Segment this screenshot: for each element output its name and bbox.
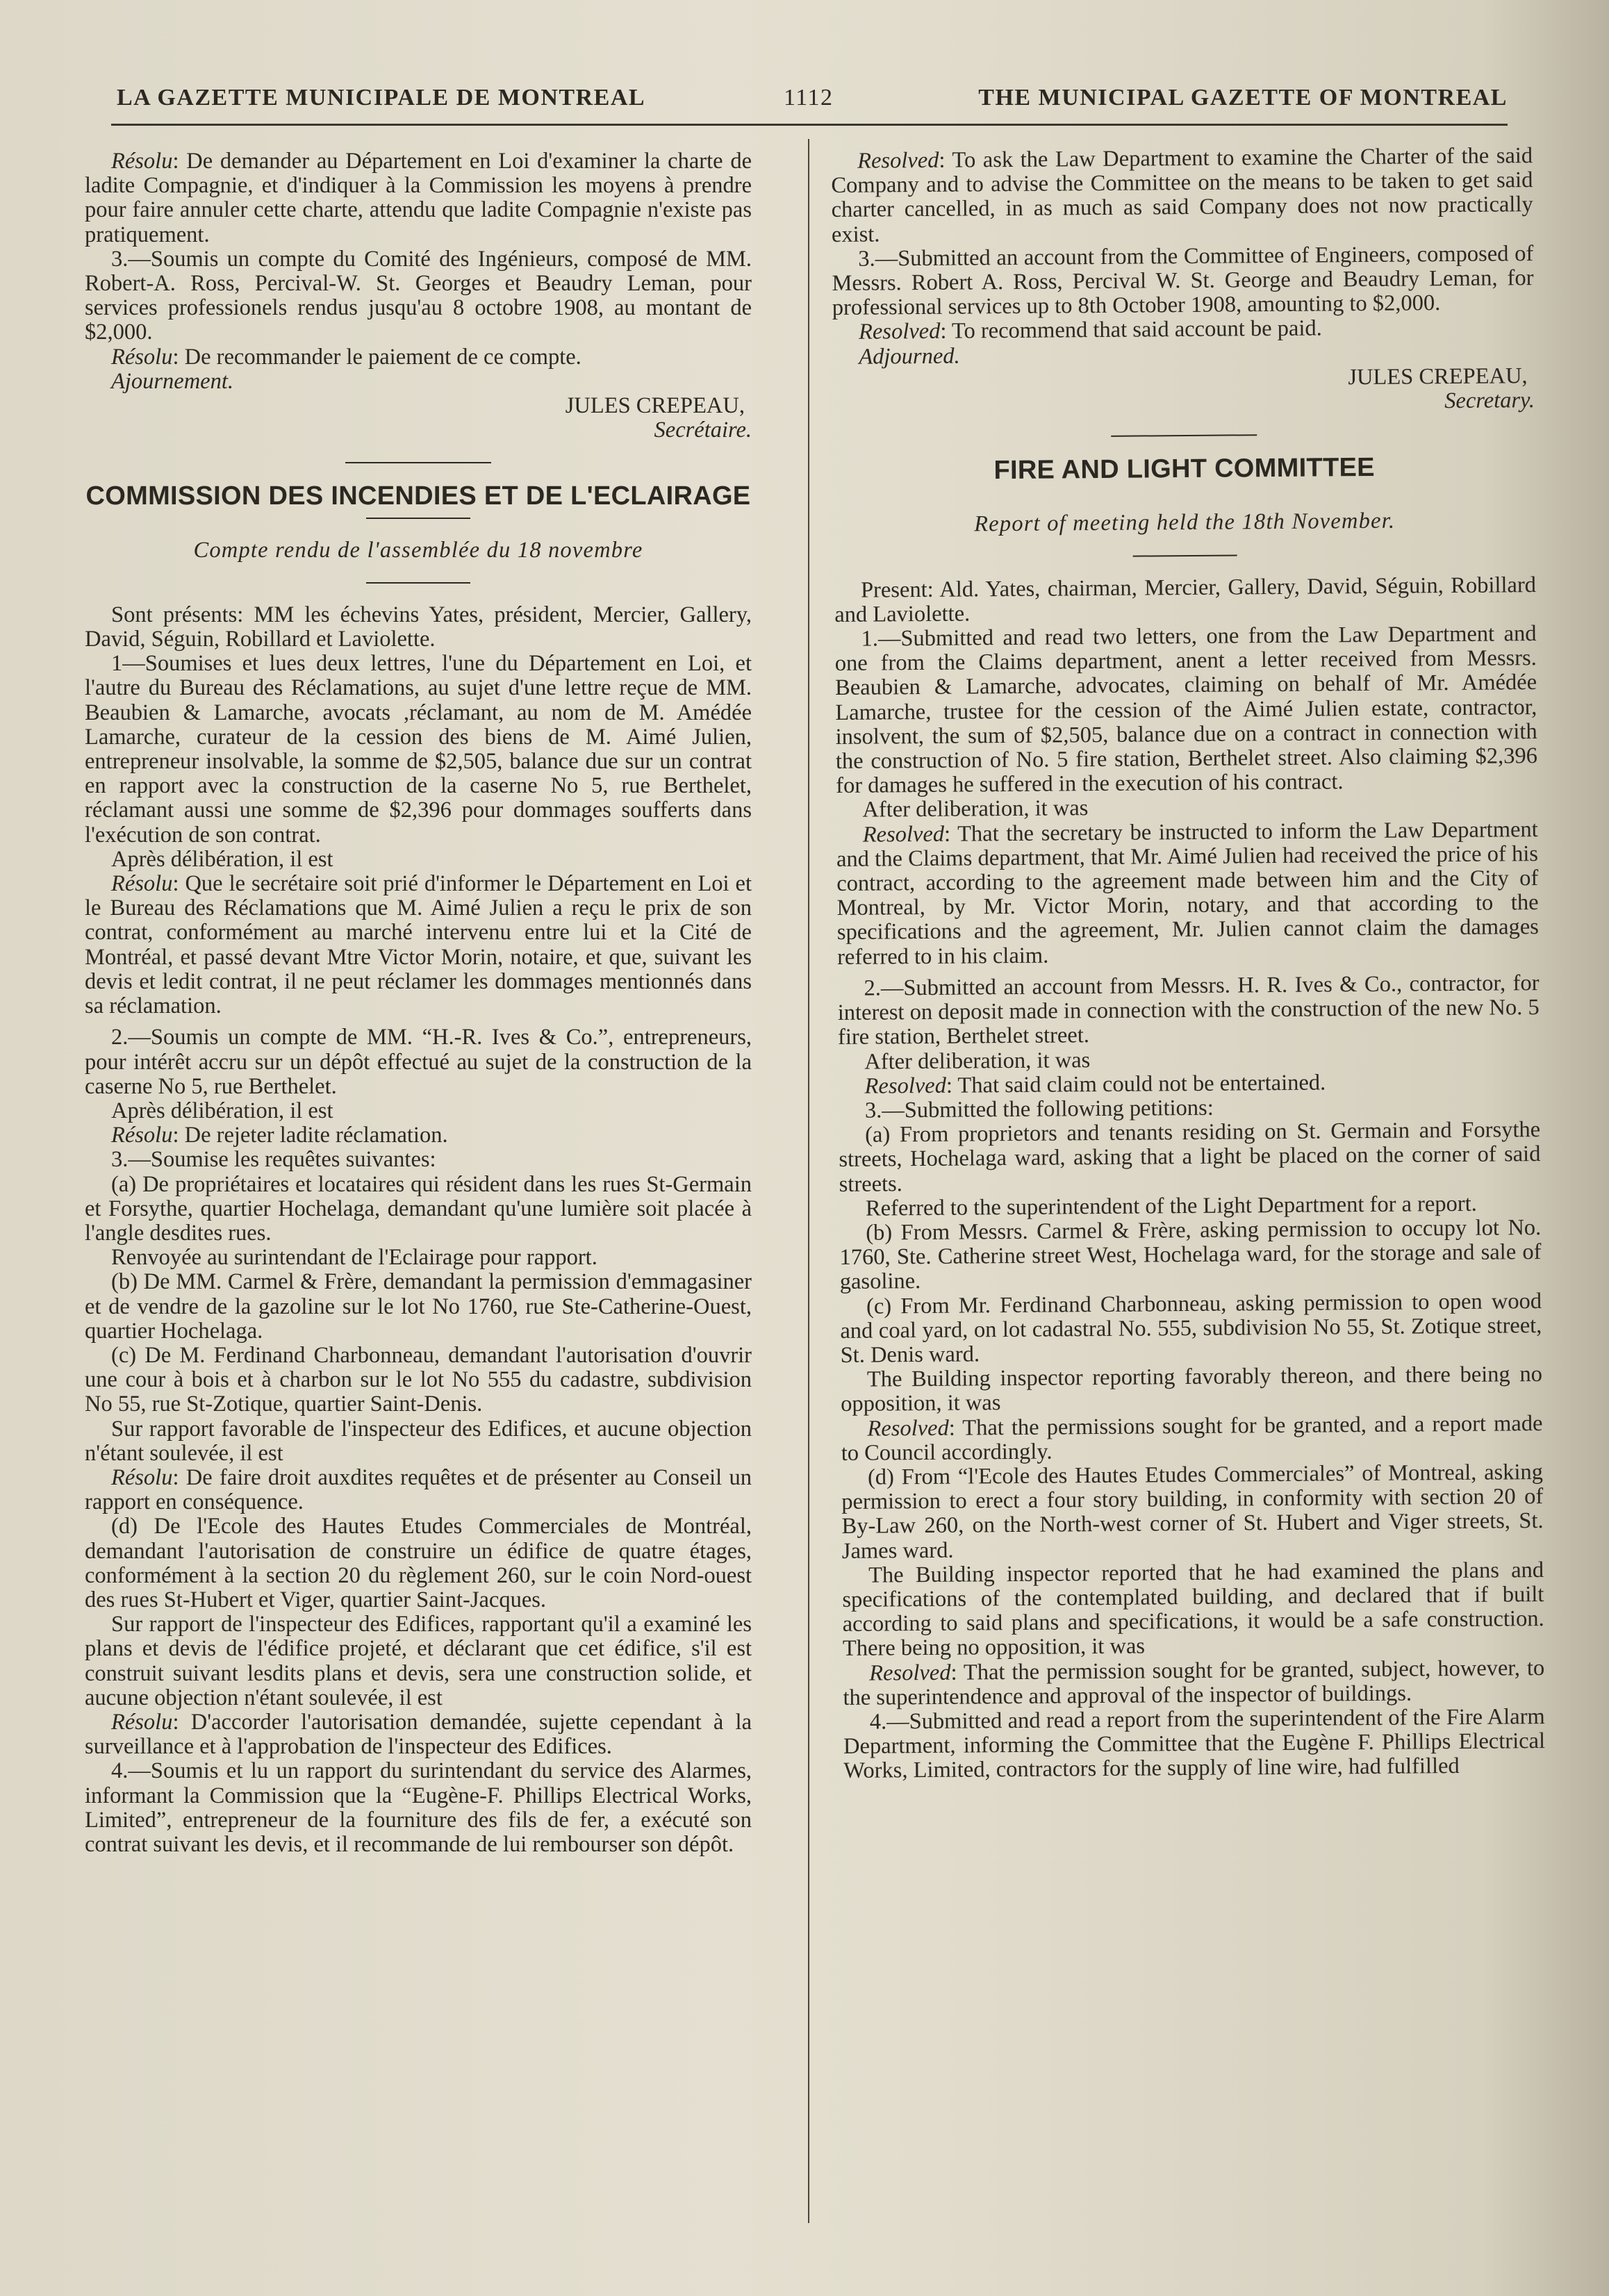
en-deliberation1: After deliberation, it was xyxy=(862,795,1089,823)
en-item1: 1.—Submitted and read two letters, one from the Law Department and one from the Claims department, anent a letter received from Messrs. Beaubien & Lamarche, advocates, claiming on behalf of Mr. Amédée Lamarche, trustee for the cession of the Aimé Julien estate, contractor, insolvent, the sum of $2,505, balance due on a contract in connection with the construction of No. 5 fire station, Berthelet street. Also claiming $2,396 for damages he suffered in the execution of his contract. xyxy=(834,621,1538,799)
en-inspector2: The Building inspector reported that he had examined the plans and specifications of the contemplated building, and declared that if built according to said plans and specifications, it would be a safe construction. There being no opposition, it was xyxy=(842,1557,1544,1662)
header-title-fr: LA GAZETTE MUNICIPALE DE MONTREAL xyxy=(117,85,646,110)
fr-item2: 2.—Soumis un compte de MM. “H.-R. Ives & Co.”, entrepreneurs, pour intérêt accru sur un dépôt effectué au sujet de la construction de la caserne No 5, rue Berthelet. xyxy=(85,1025,752,1099)
en-signature: JULES CREPEAU, xyxy=(1348,363,1528,390)
fr-resolution1: Résolu: Que le secrétaire soit prié d'informer le Département en Loi et le Bureau des Réclamations que M. Aimé Julien a reçu le prix de son contrat, conformément au marché intervenu entre lui et la Cité de Montréal, et passé devant Mtre Victor Morin, notaire, et que, suivant les devis et ledit contrat, il ne peut réclamer les dommages mentionnés dans sa réclamation. xyxy=(85,871,752,1019)
en-top-resolution: Resolved: To ask the Law Department to examine the Charter of the said Company and to advise the Committee on the means to be taken to get said charter cancelled, in as much as said Company does not now practically exist. xyxy=(831,143,1533,247)
page-number: 1112 xyxy=(784,85,834,110)
fr-item4: 4.—Soumis et lu un rapport du surintendant du service des Alarmes, informant la Commission que la “Eugène-F. Phillips Electrical Works, Limited”, entrepreneur de la fourniture des fils de fer, a exécuté son contrat suivant les devis, et il recommande de lui rembourser son dépôt. xyxy=(85,1758,752,1857)
en-item3c: (c) From Mr. Ferdinand Charbonneau, asking permission to open wood and coal yard, on lot cadastral No. 555, subdivision No 55, St. Zotique street, St. Denis ward. xyxy=(840,1288,1542,1368)
fr-referred: Renvoyée au surintendant de l'Eclairage pour rapport. xyxy=(111,1245,597,1271)
fr-deliberation2: Après délibération, il est xyxy=(111,1098,333,1123)
fr-top-resolution: Résolu: De demander au Département en Loi d'examiner la charte de ladite Compagnie, et d'indiquer à la Commission les moyens à prendre pour faire annuler cette charte, attendu que ladite Compagnie n'existe pas pratiquement. xyxy=(85,149,752,247)
en-subtitle: Report of meeting held the 18th November. xyxy=(974,509,1396,537)
en-signature-title: Secretary. xyxy=(1444,388,1535,414)
fr-deliberation1: Après délibération, il est xyxy=(111,846,333,872)
fr-title-rule xyxy=(366,518,470,519)
fr-item1: 1—Soumises et lues deux lettres, l'une du Département en Loi, et l'autre du Bureau des Réclamations, au sujet d'une lettre reçue de MM. Beaubien & Lamarche, avocats ,réclamant, au nom de M. Amédée Lamarche, curateur de la cession des biens de M. Aimé Julien, entrepreneur insolvable, la somme de $2,505, balance due sur un contrat en rapport avec la construction de la caserne No 5, rue Berthelet, réclamant aussi une somme de $2,396 pour dommages soufferts dans l'exécution de son contrat. xyxy=(85,651,752,848)
fr-item3b: (b) De MM. Carmel & Frère, demandant la permission d'emmagasiner et de vendre de la gazoline sur le lot No 1760, rue Ste-Catherine-Ouest, quartier Hochelaga. xyxy=(85,1269,752,1344)
fr-item3d: (d) De l'Ecole des Hautes Etudes Commerciales de Montréal, demandant l'autorisation de construire un édifice de quatre étages, conformément à la section 20 du règlement 260, sur le coin Nord-ouest des rues St-Hubert et Viger, quartier Saint-Jacques. xyxy=(85,1514,752,1612)
fr-top-resolution2: Résolu: De recommander le paiement de ce compte. xyxy=(111,344,581,370)
en-section-title: FIRE AND LIGHT COMMITTEE xyxy=(993,453,1375,486)
fr-inspector1: Sur rapport favorable de l'inspecteur des Edifices, et aucune objection n'étant soulevée, il est xyxy=(85,1416,752,1466)
en-item3: 3.—Submitted the following petitions: xyxy=(864,1095,1214,1123)
en-resolution1: Resolved: That the secretary be instructed to inform the Law Department and the Claims department, that Mr. Aimé Julien had received the price of his contract, according to the agreement made between him and the City of Montreal, by Mr. Victor Morin, notary, and that according to the specifications and the agreement, Mr. Julien cannot claim the damages referred to in his claim. xyxy=(836,816,1539,970)
en-item4: 4.—Submitted and read a report from the superintendent of the Fire Alarm Department, informing the Committee that the Eugène F. Phillips Electrical Works, Limited, contractors for the supply of line wire, had fulfilled xyxy=(843,1703,1546,1784)
en-adjourn: Adjourned. xyxy=(859,343,960,370)
en-deliberation2: After deliberation, it was xyxy=(864,1047,1091,1075)
en-present: Present: Ald. Yates, chairman, Mercier, Gallery, David, Séguin, Robillard and Laviolette. xyxy=(834,572,1537,627)
en-item2: 2.—Submitted an account from Messrs. H. R. Ives & Co., contractor, for interest on deposit made in connection with the construction of the new No. 5 fire station, Berthelet street. xyxy=(837,970,1540,1050)
en-top-resolution2: Resolved: To recommend that said account be paid. xyxy=(858,315,1322,345)
fr-item3c: (c) De M. Ferdinand Charbonneau, demandant l'autorisation d'ouvrir une cour à bois et à charbon sur le lot No 555 du cadastre, subdivision No 55, rue St-Zotique, quartier Saint-Denis. xyxy=(85,1342,752,1417)
fr-inspector2: Sur rapport de l'inspecteur des Edifices, rapportant qu'il a examiné les plans et devis de l'édifice projeté, et déclarant que cet édifice, s'il est construit suivant lesdits plans et devis, sera une construction solide, et aucune objection n'étant soulevée, il est xyxy=(85,1612,752,1710)
en-separator xyxy=(1111,434,1257,437)
en-resolution2: Resolved: That said claim could not be entertained. xyxy=(864,1070,1326,1099)
fr-resolution4: Résolu: D'accorder l'autorisation demandée, sujette cependant à la surveillance et à l'approbation de l'inspecteur des Edifices. xyxy=(85,1709,752,1760)
column-divider xyxy=(808,139,809,2223)
fr-top-item3: 3.—Soumis un compte du Comité des Ingénieurs, composé de MM. Robert-A. Ross, Percival-W. St. Georges et Beaudry Leman, pour services professionels rendus jusqu'au 8 octobre 1908, au montant de $2,000. xyxy=(85,246,752,345)
page-header xyxy=(111,82,1508,126)
column-french xyxy=(85,149,752,1857)
fr-item3: 3.—Soumise les requêtes suivantes: xyxy=(111,1147,436,1173)
en-subtitle-rule xyxy=(1133,554,1237,556)
fr-adjourn: Ajournement. xyxy=(111,368,234,394)
fr-section-title: COMMISSION DES INCENDIES ET DE L'ECLAIRAGE xyxy=(85,481,751,511)
en-inspector1: The Building inspector reporting favorably thereon, and there being no opposition, it was xyxy=(841,1362,1543,1417)
header-title-en: THE MUNICIPAL GAZETTE OF MONTREAL xyxy=(978,85,1508,110)
en-item3d: (d) From “l'Ecole des Hautes Etudes Commerciales” of Montreal, asking permission to erect a four story building, in conformity with section 20 of By-Law 260, on the North-west corner of St. Hubert and Viger streets, St. James ward. xyxy=(841,1459,1544,1564)
fr-present: Sont présents: MM les échevins Yates, président, Mercier, Gallery, David, Séguin, Robillard et Laviolette. xyxy=(85,602,752,652)
fr-subtitle: Compte rendu de l'assemblée du 18 novembre xyxy=(193,537,643,563)
en-title-rule xyxy=(1132,490,1237,492)
en-referred: Referred to the superintendent of the Light Department for a report. xyxy=(865,1191,1477,1221)
fr-signature-title: Secrétaire. xyxy=(654,418,752,443)
fr-resolution3: Résolu: De faire droit auxdites requêtes et de présenter au Conseil un rapport en conséquence. xyxy=(85,1464,752,1515)
column-english xyxy=(831,144,1545,1783)
fr-item3a: (a) De propriétaires et locataires qui résident dans les rues St-Germain et Forsythe, quartier Hochelaga, demandant qu'une lumière soit placée à l'angle desdites rues. xyxy=(85,1171,752,1246)
en-resolution4: Resolved: That the permission sought for be granted, subject, however, to the superintendence and approval of the inspector of buildings. xyxy=(843,1655,1545,1710)
fr-signature: JULES CREPEAU, xyxy=(565,393,745,419)
en-top-item3: 3.—Submitted an account from the Committee of Engineers, composed of Messrs. Robert A. Ross, Percival W. St. George and Beaudry Leman, for professional services up to 8th October 1908, amounting to $2,000. xyxy=(832,240,1534,321)
fr-subtitle-rule xyxy=(366,582,470,584)
fr-resolution2: Résolu: De rejeter ladite réclamation. xyxy=(111,1123,448,1148)
en-resolution3: Resolved: That the permissions sought for be granted, and a report made to Council accordingly. xyxy=(841,1410,1543,1466)
fr-separator xyxy=(345,462,491,463)
en-item3b: (b) From Messrs. Carmel & Frère, asking permission to occupy lot No. 1760, Ste. Catherine street West, Hochelaga ward, for the storage and sale of gasoline. xyxy=(839,1214,1542,1295)
en-item3a: (a) From proprietors and tenants residing on St. Germain and Forsythe streets, Hochelaga ward, asking that a light be placed on the corner of said streets. xyxy=(839,1117,1541,1197)
